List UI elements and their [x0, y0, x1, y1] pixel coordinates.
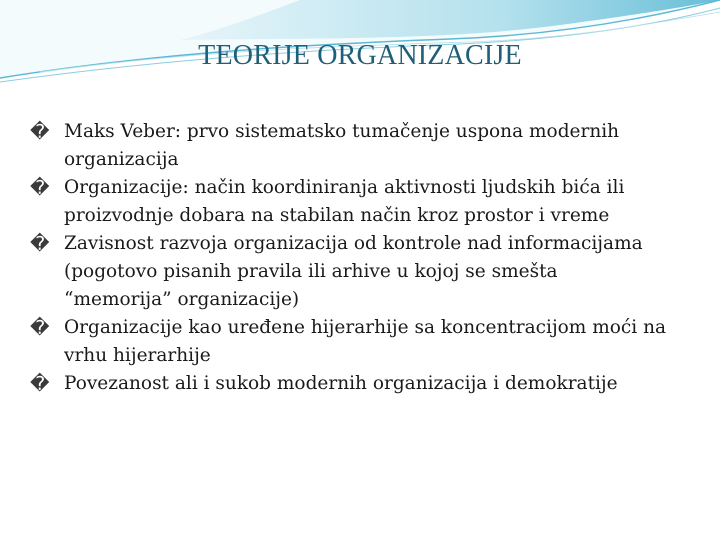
bullet-text: Organizacije kao uređene hijerarhije sa koncentracijom moći na vrhu hijerarhije — [64, 317, 667, 366]
bullet-icon: � — [30, 121, 50, 143]
list-item — [30, 230, 670, 314]
bullet-text: Organizacije: način koordiniranja aktivnosti ljudskih bića ili proizvodnje dobara na stabilan način kroz prostor i vreme — [64, 177, 625, 226]
bullet-text: Zavisnost razvoja organizacija od kontrole nad informacijama (pogotovo pisanih pravila ili arhive u kojoj se smešta “memorija” organizacije) — [64, 233, 643, 310]
list-item — [30, 118, 670, 174]
bullet-icon: � — [30, 317, 50, 339]
bullet-icon: � — [30, 373, 50, 395]
bullet-icon: � — [30, 177, 50, 199]
bullet-list — [30, 118, 670, 398]
slide-title: TEORIJE ORGANIZACIJE — [198, 40, 522, 71]
bullet-text: Povezanost ali i sukob modernih organizacija i demokratije — [64, 373, 618, 394]
bullet-text: Maks Veber: prvo sistematsko tumačenje uspona modernih organizacija — [64, 121, 620, 170]
list-item — [30, 314, 670, 370]
list-item — [30, 174, 670, 230]
bullet-icon: � — [30, 233, 50, 255]
list-item — [30, 370, 670, 398]
